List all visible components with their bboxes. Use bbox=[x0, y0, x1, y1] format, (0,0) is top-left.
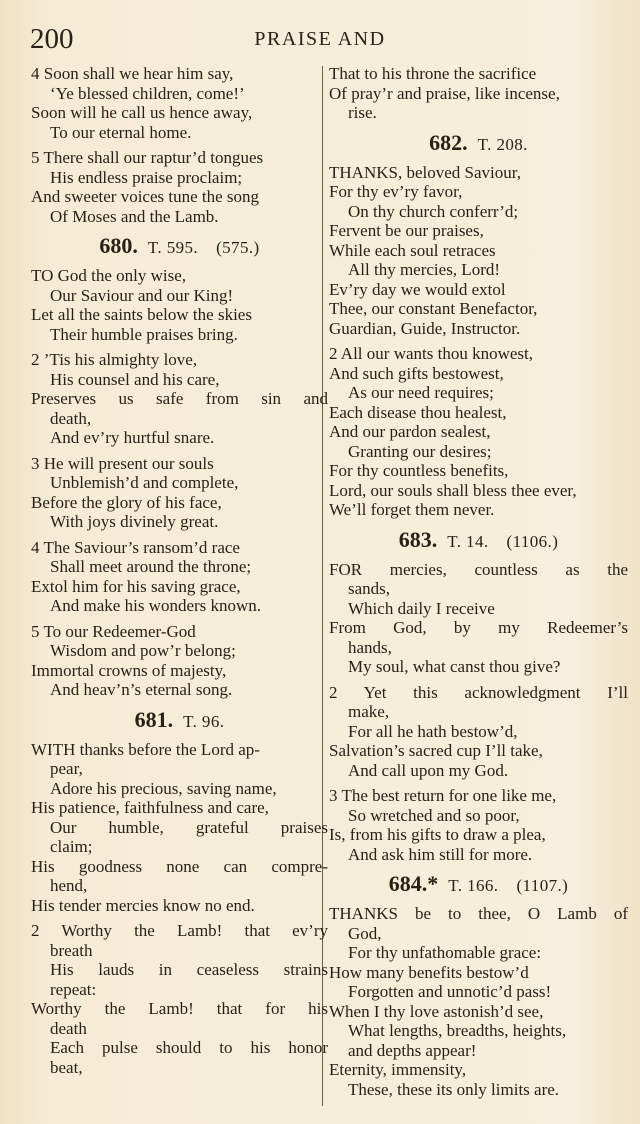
alternate-number: (1106.) bbox=[506, 531, 559, 551]
verse-line: Salvation’s sacred cup I’ll take, bbox=[329, 741, 543, 760]
tune-number: T. 208. bbox=[477, 134, 528, 154]
verse-line: Wisdom and pow’r belong; bbox=[50, 641, 236, 660]
verse-line: As our need requires; bbox=[348, 383, 494, 402]
verse-line: Worthy the Lamb! that for his bbox=[31, 999, 328, 1018]
verse-line: We’ll forget them never. bbox=[329, 500, 495, 519]
verse-line: repeat: bbox=[50, 979, 97, 999]
verse-line: My soul, what canst thou give? bbox=[348, 657, 561, 676]
verse-line: Forgotten and unnotic’d pass! bbox=[348, 982, 552, 1001]
verse-line: Preserves us safe from sin and bbox=[31, 389, 328, 408]
verse-line: Their humble praises bring. bbox=[50, 324, 238, 344]
verse-line: Immortal crowns of majesty, bbox=[31, 660, 227, 680]
tune-number: T. 14. bbox=[447, 531, 489, 551]
verse-line: Thee, our constant Benefactor, bbox=[329, 299, 538, 318]
verse-line: THANKS be to thee, O Lamb of bbox=[329, 904, 628, 923]
running-title: PRAISE AND bbox=[254, 28, 386, 50]
verse-line: For thy countless benefits, bbox=[329, 461, 509, 480]
verse-line: hend, bbox=[50, 876, 88, 895]
hymn-heading bbox=[31, 234, 328, 260]
verse-line: His patience, faithfulness and care, bbox=[31, 798, 269, 817]
tune-number: T. 166. bbox=[448, 876, 499, 895]
verse-line: Lord, our souls shall bless thee ever, bbox=[329, 480, 577, 500]
verse-line: WITH thanks before the Lord ap- bbox=[31, 739, 260, 759]
verse-line: Before the glory of his face, bbox=[31, 492, 222, 512]
verse-line: Which daily I receive bbox=[348, 598, 495, 618]
hymn-number: 681. bbox=[134, 706, 174, 732]
verse-line: And call upon my God. bbox=[348, 760, 509, 780]
verse-line: 2 ’Tis his almighty love, bbox=[31, 350, 198, 369]
hymn-heading bbox=[31, 708, 328, 734]
verse-line: pear, bbox=[50, 759, 83, 778]
verse-line: hands, bbox=[348, 637, 392, 657]
verse-line: Granting our desires; bbox=[348, 441, 492, 461]
verse-line: death bbox=[50, 1018, 87, 1038]
verse-line: Soon will he call us hence away, bbox=[31, 103, 253, 122]
verse-line: 5 To our Redeemer-God bbox=[31, 621, 196, 641]
verse-line: All thy mercies, Lord! bbox=[348, 260, 501, 279]
right-column bbox=[329, 64, 628, 1099]
verse-line: 3 The best return for one like me, bbox=[329, 786, 557, 805]
verse-line: His goodness none can compre- bbox=[31, 856, 328, 876]
verse-line: make, bbox=[348, 702, 390, 721]
verse-line: And ask him still for more. bbox=[348, 844, 533, 864]
verse-line: 4 Soon shall we hear him say, bbox=[31, 64, 234, 83]
verse-line: For all he hath bestow’d, bbox=[348, 721, 518, 741]
verse-line: ‘Ye blessed children, come!’ bbox=[50, 83, 245, 103]
verse-line: These, these its only limits are. bbox=[348, 1079, 560, 1099]
verse-line: With joys divinely great. bbox=[50, 512, 219, 531]
verse-line: And ev’ry hurtful snare. bbox=[50, 428, 215, 447]
verse-line: 2 Worthy the Lamb! that ev’ry bbox=[31, 921, 328, 940]
verse-line: His lauds in ceaseless strains bbox=[50, 960, 328, 979]
alternate-number: (575.) bbox=[216, 238, 260, 257]
verse-line: rise. bbox=[348, 103, 377, 122]
verse-line: From God, by my Redeemer’s bbox=[329, 618, 628, 637]
verse-line: TO God the only wise, bbox=[31, 266, 187, 285]
verse-line: Our Saviour and our King! bbox=[50, 285, 234, 305]
verse-line: THANKS, beloved Saviour, bbox=[329, 162, 521, 182]
verse-line: claim; bbox=[50, 837, 93, 856]
verse-line: 2 Yet this acknowledgment I’ll bbox=[329, 682, 628, 702]
verse-line: To our eternal home. bbox=[50, 122, 192, 142]
verse-line: Of pray’r and praise, like incense, bbox=[329, 83, 560, 103]
verse-line: When I thy love astonish’d see, bbox=[329, 1001, 544, 1021]
verse-line: And such gifts bestowest, bbox=[329, 363, 504, 383]
hymn-number: 684.* bbox=[388, 871, 439, 896]
verse-line: On thy church conferr’d; bbox=[348, 201, 519, 221]
verse-line: And heav’n’s eternal song. bbox=[50, 680, 233, 699]
left-column bbox=[31, 64, 328, 1077]
verse-line: Ev’ry day we would extol bbox=[329, 279, 506, 299]
page-header bbox=[30, 22, 610, 56]
verse-line: And our pardon sealest, bbox=[329, 422, 491, 441]
verse-line: Shall meet around the throne; bbox=[50, 557, 252, 576]
hymn-heading bbox=[329, 528, 628, 554]
verse-line: That to his throne the sacrifice bbox=[329, 64, 537, 83]
verse-line: Adore his precious, saving name, bbox=[50, 778, 277, 798]
alternate-number: (1107.) bbox=[516, 876, 569, 895]
verse-line: 4 The Saviour’s ransom’d race bbox=[31, 537, 240, 557]
verse-line: sands, bbox=[348, 579, 391, 598]
verse-line: 3 He will present our souls bbox=[31, 453, 214, 473]
verse-line: breath bbox=[50, 940, 93, 960]
tune-number: T. 595. bbox=[147, 238, 199, 257]
hymn-number: 680. bbox=[99, 233, 138, 258]
hymn-number: 683. bbox=[398, 526, 438, 552]
verse-line: Is, from his gifts to draw a plea, bbox=[329, 825, 546, 844]
verse-line: 2 All our wants thou knowest, bbox=[329, 344, 533, 363]
verse-line: While each soul retraces bbox=[329, 240, 496, 260]
tune-number: T. 96. bbox=[183, 711, 225, 731]
verse-line: And sweeter voices tune the song bbox=[31, 187, 260, 206]
verse-line: death, bbox=[50, 408, 92, 428]
verse-line: 5 There shall our raptur’d tongues bbox=[31, 148, 264, 167]
verse-line: For thy ev’ry favor, bbox=[329, 182, 463, 201]
verse-line: Our humble, grateful praises bbox=[50, 817, 328, 837]
verse-line: His endless praise proclaim; bbox=[50, 167, 243, 187]
verse-line: For thy unfathomable grace: bbox=[348, 943, 542, 962]
verse-line: beat, bbox=[50, 1057, 83, 1077]
verse-line: So wretched and so poor, bbox=[348, 805, 520, 825]
verse-line: His tender mercies know no end. bbox=[31, 895, 255, 915]
verse-line: Eternity, immensity, bbox=[329, 1060, 467, 1079]
hymn-number: 682. bbox=[429, 129, 468, 155]
verse-line: and depths appear! bbox=[348, 1040, 477, 1060]
verse-line: God, bbox=[348, 923, 382, 943]
verse-line: How many benefits bestow’d bbox=[329, 962, 529, 982]
verse-line: Of Moses and the Lamb. bbox=[50, 206, 219, 226]
verse-line: His counsel and his care, bbox=[50, 369, 220, 389]
verse-line: Fervent be our praises, bbox=[329, 221, 484, 240]
hymn-heading bbox=[329, 872, 628, 898]
verse-line: Each pulse should to his honor bbox=[50, 1038, 328, 1057]
verse-line: Each disease thou healest, bbox=[329, 402, 507, 422]
verse-line: What lengths, breadths, heights, bbox=[348, 1021, 567, 1040]
verse-line: And make his wonders known. bbox=[50, 596, 262, 615]
verse-line: FOR mercies, countless as the bbox=[329, 559, 628, 579]
verse-line: Extol him for his saving grace, bbox=[31, 576, 241, 596]
verse-line: Guardian, Guide, Instructor. bbox=[329, 318, 521, 338]
page-number: 200 bbox=[30, 23, 74, 55]
verse-line: Let all the saints below the skies bbox=[31, 305, 252, 324]
hymn-heading bbox=[329, 131, 628, 157]
verse-line: Unblemish’d and complete, bbox=[50, 473, 239, 492]
